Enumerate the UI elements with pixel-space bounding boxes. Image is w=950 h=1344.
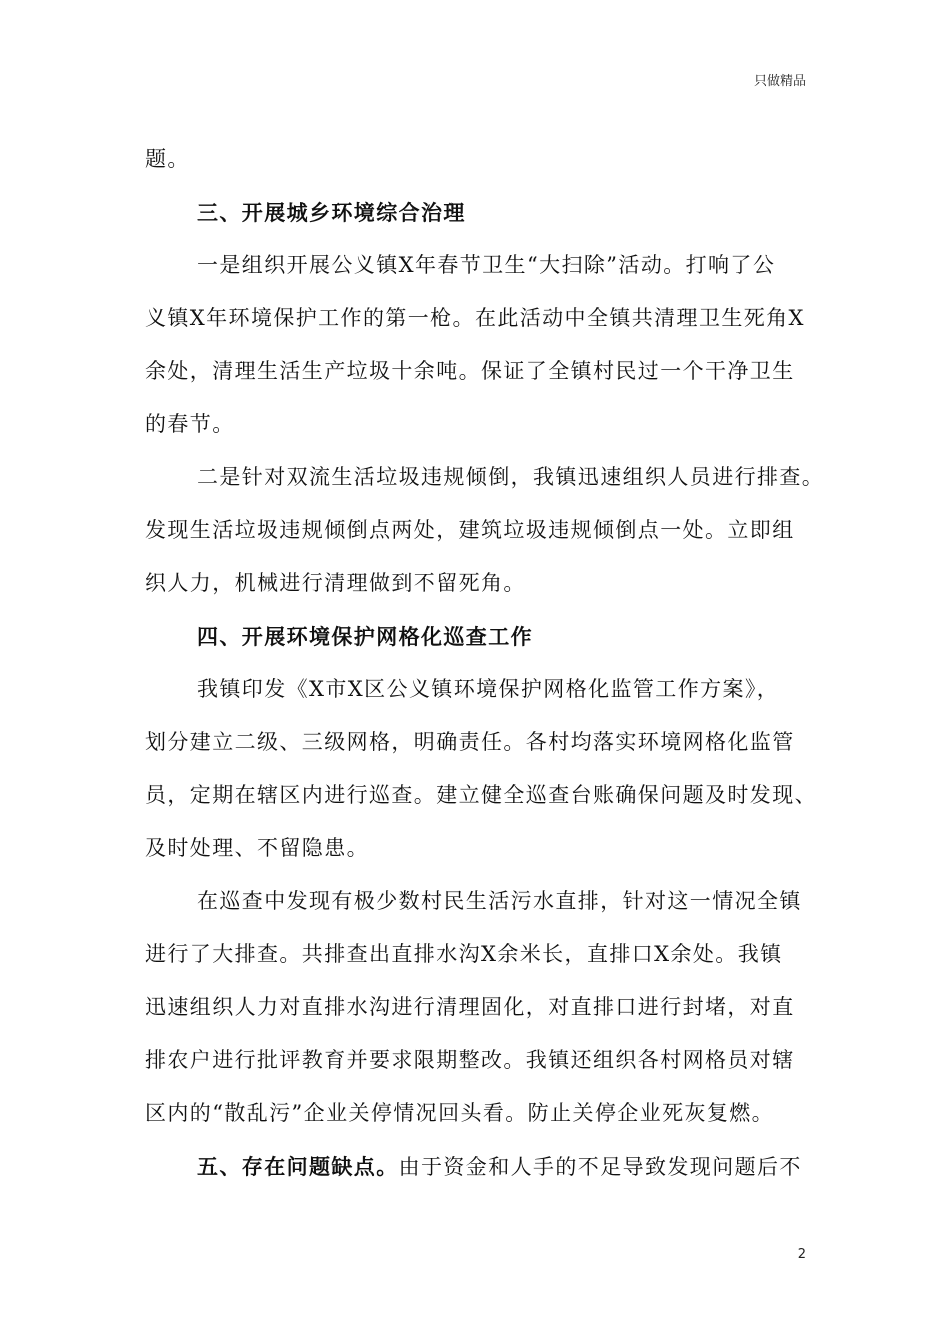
paragraph-line: 排农户进行批评教育并要求限期整改。我镇还组织各村网格员对辖 [145, 1048, 795, 1072]
paragraph-line: 进行了大排查。共排查出直排水沟X余米长，直排口X余处。我镇 [145, 942, 783, 966]
paragraph-line: 及时处理、不留隐患。 [145, 836, 369, 860]
paragraph-line: 员，定期在辖区内进行巡查。建立健全巡查台账确保问题及时发现、 [145, 783, 817, 807]
page-number: 2 [797, 1247, 806, 1262]
section-heading: 三、开展城乡环境综合治理 [197, 200, 466, 225]
paragraph-line: 义镇X年环境保护工作的第一枪。在此活动中全镇共清理卫生死角X [145, 306, 805, 330]
paragraph-line: 发现生活垃圾违规倾倒点两处，建筑垃圾违规倾倒点一处。立即组 [145, 518, 795, 542]
paragraph-line: 划分建立二级、三级网格，明确责任。各村均落实环境网格化监管 [145, 730, 795, 754]
paragraph-line: 迅速组织人力对直排水沟进行清理固化，对直排口进行封堵，对直 [145, 995, 795, 1019]
paragraph-line: 织人力，机械进行清理做到不留死角。 [145, 571, 526, 595]
document-body [145, 133, 825, 1193]
header-note: 只做精品 [753, 74, 806, 89]
paragraph-line: 我镇印发《X市X区公义镇环境保护网格化监管工作方案》， [197, 677, 780, 701]
paragraph-text: 由于资金和人手的不足导致发现问题后不 [398, 1155, 802, 1179]
paragraph-line: 题。 [145, 147, 190, 171]
section-heading-inline: 五、存在问题缺点。 [197, 1154, 399, 1179]
paragraph-line: 余处，清理生活生产垃圾十余吨。保证了全镇村民过一个干净卫生 [145, 359, 795, 383]
paragraph-line [145, 1140, 825, 1193]
paragraph-line: 二是针对双流生活垃圾违规倾倒，我镇迅速组织人员进行排查。 [197, 465, 825, 489]
paragraph-line: 的春节。 [145, 412, 235, 436]
paragraph-line: 在巡查中发现有极少数村民生活污水直排，针对这一情况全镇 [197, 889, 802, 913]
paragraph-line: 一是组织开展公义镇X年春节卫生“大扫除”活动。打响了公 [197, 253, 776, 277]
section-heading: 四、开展环境保护网格化巡查工作 [197, 624, 533, 649]
paragraph-line: 区内的“散乱污”企业关停情况回头看。防止关停企业死灰复燃。 [145, 1101, 775, 1125]
